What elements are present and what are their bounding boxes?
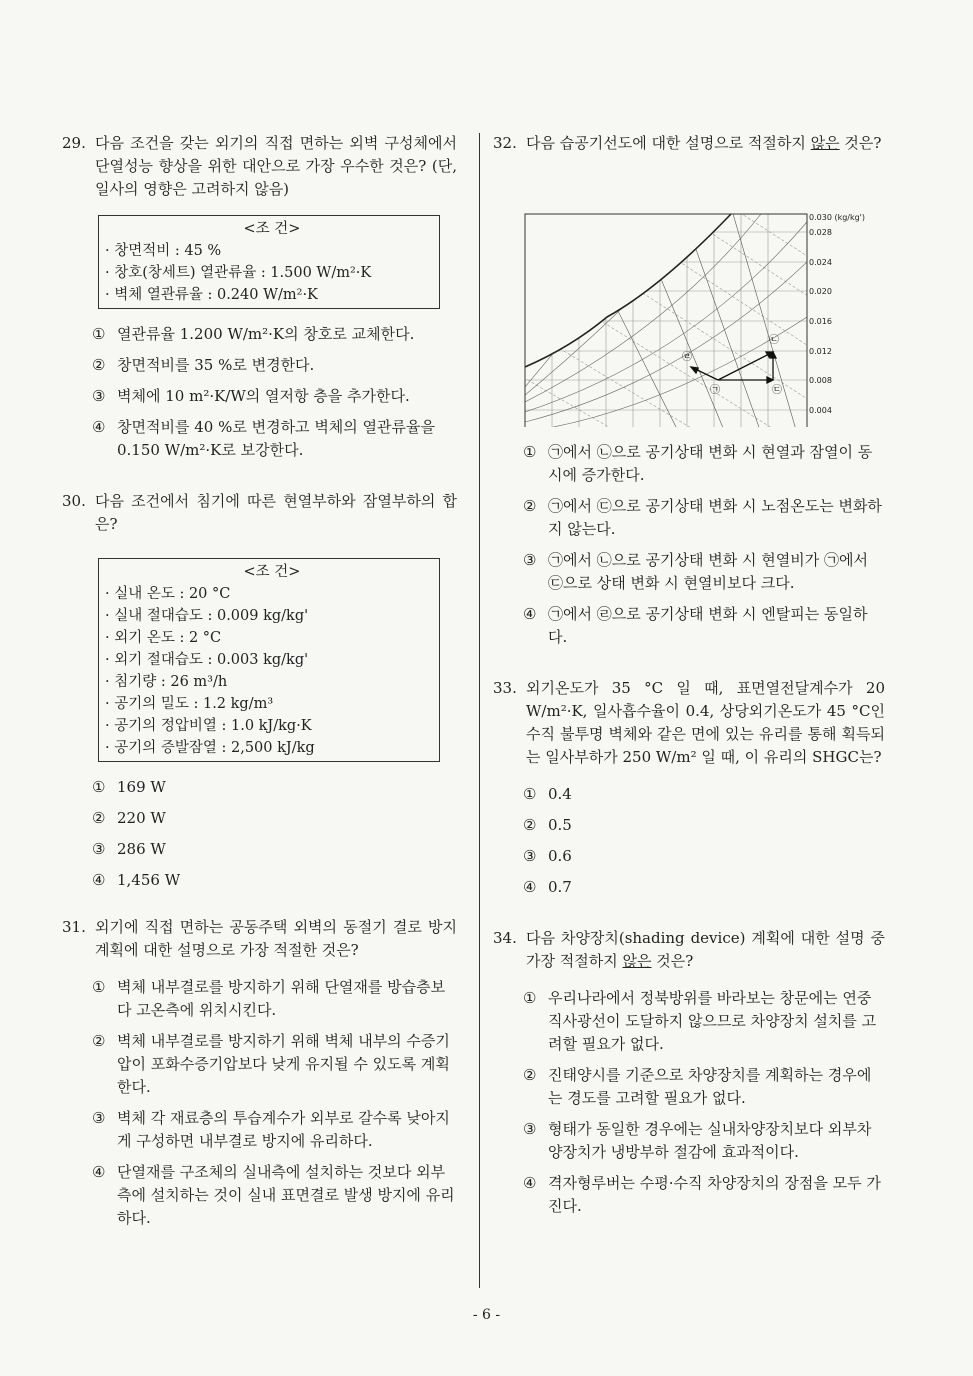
- conditions-title: <조 건>: [243, 221, 301, 237]
- condition-line: · 창호(창세트) 열관류율 : 1.500 W/m²·K: [105, 265, 372, 281]
- condition-line: · 공기의 정압비열 : 1.0 kJ/kg·K: [105, 718, 312, 734]
- question-31: [62, 916, 457, 1230]
- option-3[interactable]: ③ 벽체에 10 m²·K/W의 열저항 층을 추가한다.: [92, 387, 410, 405]
- point-a-label: ㉠: [710, 385, 720, 396]
- condition-line: · 실내 절대습도 : 0.009 kg/kg': [105, 608, 309, 624]
- option-3[interactable]: ③ 286 W: [92, 840, 166, 858]
- question-text: 다음 조건에서 침기에 따른 현열부하와 잠열부하의 합은?: [95, 492, 457, 533]
- conditions-title: <조 건>: [243, 564, 301, 580]
- conditions-box: [98, 215, 440, 309]
- point-b-label: ㉡: [769, 335, 779, 346]
- y-tick: 0.016: [809, 317, 832, 326]
- option-1[interactable]: ① ㉠에서 ㉡으로 공기상태 변화 시 현열과 잠열이 동시에 증가한다.: [523, 443, 873, 484]
- condition-line: · 공기의 밀도 : 1.2 kg/m³: [105, 696, 274, 712]
- question-text: 외기온도가 35 °C 일 때, 표면열전달계수가 20 W/m²·K, 일사흡수율이 0.4, 상당외기온도가 45 °C인 수직 불투명 벽체와 같은 면에 있는 유리를 통해 획득되는 일사부하가 250 W/m² 일 때, 이 유리의 SHGC는?: [526, 679, 885, 766]
- condition-line: · 공기의 증발잠열 : 2,500 kJ/kg: [105, 740, 315, 756]
- question-text: 다음 차양장치(shading device) 계획에 대한 설명 중 가장 적절하지 않은 것은?: [526, 929, 885, 970]
- process-lines: [691, 352, 776, 383]
- page-number: - 6 -: [472, 1307, 501, 1323]
- y-tick: 0.030 (kg/kg'): [809, 213, 866, 222]
- question-30: [62, 490, 457, 892]
- option-1[interactable]: ① 우리나라에서 정북방위를 바라보는 창문에는 연중 직사광선이 도달하지 않으므로 차양장치 설치를 고려할 필요가 없다.: [523, 989, 877, 1053]
- option-1[interactable]: ① 열관류율 1.200 W/m²·K의 창호로 교체한다.: [92, 325, 415, 343]
- condition-line: · 실내 온도 : 20 °C: [105, 586, 231, 602]
- option-2[interactable]: ② 창면적비를 35 %로 변경한다.: [92, 356, 315, 374]
- condition-line: · 외기 온도 : 2 °C: [105, 630, 222, 646]
- question-34: [493, 927, 885, 1218]
- y-tick: 0.008: [809, 376, 832, 385]
- option-3[interactable]: ③ 형태가 동일한 경우에는 실내차양장치보다 외부차양장치가 냉방부하 절감에 효과적이다.: [523, 1120, 872, 1161]
- left-column: [62, 132, 457, 1238]
- option-4[interactable]: ④ ㉠에서 ㉣으로 공기상태 변화 시 엔탈피는 동일하다.: [523, 605, 868, 646]
- option-1[interactable]: ① 0.4: [523, 785, 572, 803]
- option-3[interactable]: ③ 0.6: [523, 847, 572, 865]
- point-d-label: ㉣: [682, 352, 692, 363]
- question-number: 29.: [62, 134, 86, 152]
- question-number: 32.: [493, 134, 517, 152]
- question-number: 33.: [493, 679, 517, 697]
- condition-line: · 벽체 열관류율 : 0.240 W/m²·K: [105, 287, 318, 303]
- y-tick: 0.028: [809, 228, 832, 237]
- question-29: [62, 132, 457, 462]
- right-column: [493, 132, 885, 1226]
- column-divider: [479, 133, 480, 1288]
- question-number: 34.: [493, 929, 517, 947]
- option-2[interactable]: ② 220 W: [92, 809, 166, 827]
- point-c-label: ㉢: [772, 385, 782, 396]
- y-axis-ticks: [809, 213, 865, 427]
- option-4[interactable]: ④ 0.7: [523, 878, 572, 896]
- option-1[interactable]: ① 169 W: [92, 778, 166, 796]
- option-4[interactable]: ④ 격자형루버는 수평·수직 차양장치의 장점을 모두 가진다.: [523, 1174, 881, 1215]
- question-text: 다음 습공기선도에 대한 설명으로 적절하지 않은 것은?: [526, 134, 882, 152]
- y-tick: 0.004: [809, 406, 832, 415]
- option-4[interactable]: ④ 창면적비를 40 %로 변경하고 벽체의 열관류율을 0.150 W/m²·K로 보강한다.: [92, 418, 436, 459]
- question-text: 다음 조건을 갖는 외기의 직접 면하는 외벽 구성체에서 단열성능 향상을 위한 대안으로 가장 우수한 것은? (단, 일사의 영향은 고려하지 않음): [95, 134, 457, 198]
- question-number: 30.: [62, 492, 86, 510]
- condition-line: · 창면적비 : 45 %: [105, 243, 222, 259]
- condition-line: · 외기 절대습도 : 0.003 kg/kg': [105, 652, 309, 668]
- option-2[interactable]: ② 0.5: [523, 816, 572, 834]
- question-number: 31.: [62, 918, 86, 936]
- question-32: [493, 132, 885, 649]
- psychrometric-chart: [511, 167, 881, 427]
- option-4[interactable]: ④ 단열재를 구조체의 실내측에 설치하는 것보다 외부측에 설치하는 것이 실내 표면결로 발생 방지에 유리하다.: [92, 1163, 455, 1227]
- option-4[interactable]: ④ 1,456 W: [92, 871, 181, 889]
- option-3[interactable]: ③ ㉠에서 ㉡으로 공기상태 변화 시 현열비가 ㉠에서 ㉢으로 상태 변화 시 현열비보다 크다.: [523, 551, 868, 592]
- option-2[interactable]: ② 진태양시를 기준으로 차양장치를 계획하는 경우에는 경도를 고려할 필요가 없다.: [523, 1066, 872, 1107]
- y-tick: 0.020: [809, 287, 832, 296]
- y-tick: 0.012: [809, 347, 832, 356]
- question-text: 외기에 직접 면하는 공동주택 외벽의 동절기 결로 방지 계획에 대한 설명으로 가장 적절한 것은?: [95, 918, 457, 959]
- option-2[interactable]: ② 벽체 내부결로를 방지하기 위해 벽체 내부의 수증기압이 포화수증기압보다 낮게 유지될 수 있도록 계획한다.: [92, 1032, 450, 1096]
- conditions-box: [98, 558, 440, 762]
- condition-line: · 침기량 : 26 m³/h: [105, 674, 228, 690]
- option-3[interactable]: ③ 벽체 각 재료층의 투습계수가 외부로 갈수록 낮아지게 구성하면 내부결로 방지에 유리하다.: [92, 1109, 450, 1150]
- option-1[interactable]: ① 벽체 내부결로를 방지하기 위해 단열재를 방습층보다 고온측에 위치시킨다.: [92, 978, 446, 1019]
- y-tick: 0.024: [809, 258, 832, 267]
- chart-blank-region: [525, 214, 731, 367]
- question-33: [493, 677, 885, 899]
- option-2[interactable]: ② ㉠에서 ㉢으로 공기상태 변화 시 노점온도는 변화하지 않는다.: [523, 497, 882, 538]
